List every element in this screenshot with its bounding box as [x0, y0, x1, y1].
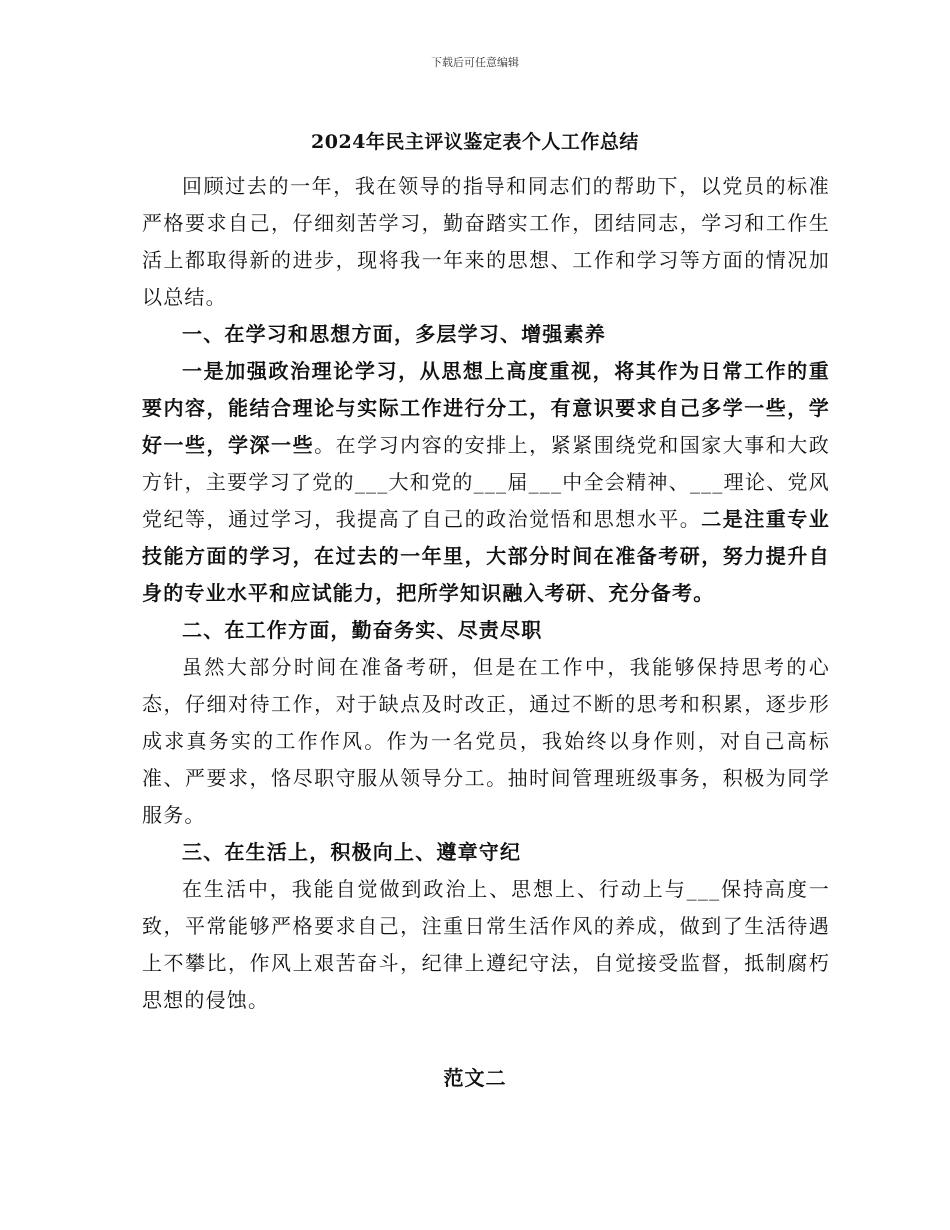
document-subtitle: 范文二	[443, 1066, 507, 1090]
section-1-paragraph	[142, 353, 830, 612]
section-2-paragraph: 虽然大部分时间在准备考研，但是在工作中，我能够保持思考的心态，仔细对待工作，对于缺点及时改正，通过不断的思考和积累，逐步形成求真务实的工作作风。作为一名党员，我始终以身作则，对自己高标准、严要求，恪尽职守服从领导分工。抽时间管理班级事务，积极为同学服务。	[142, 655, 830, 827]
section-1-normal-a: 。在学习内容的安排上，紧紧围绕党和国家大事和大政方针，主要学习了党的___大和党的___届___中全会精神、___理论、党风党纪等，通过学习，我提高了自己的政治觉悟和思想水平。	[142, 433, 830, 531]
section-1-bold-b: 二是注重专业技能方面的学习，在过去的一年里，大部分时间在准备考研，努力提升自身的专业水平和应试能力，把所学知识融入考研、充分备考。	[142, 507, 830, 605]
section-1-heading: 一、在学习和思想方面，多层学习、增强素养	[182, 322, 606, 346]
document-body	[142, 168, 830, 1019]
section-3-heading: 三、在生活上，积极向上、遵章守纪	[182, 840, 522, 864]
intro-paragraph: 回顾过去的一年，我在领导的指导和同志们的帮助下，以党员的标准严格要求自己，仔细刻苦学习，勤奋踏实工作，团结同志，学习和工作生活上都取得新的进步，现将我一年来的思想、工作和学习等方面的情况加以总结。	[142, 174, 830, 309]
section-2-heading: 二、在工作方面，勤奋务实、尽责尽职	[182, 618, 543, 642]
header-note: 下载后可任意编辑	[431, 56, 519, 69]
section-1-bold-a: 一是加强政治理论学习，从思想上高度重视，将其作为日常工作的重要内容，能结合理论与实际工作进行分工，有意识要求自己多学一些，学好一些，学深一些	[142, 359, 830, 457]
document-title: 2024年民主评议鉴定表个人工作总结	[311, 131, 639, 153]
section-3-paragraph: 在生活中，我能自觉做到政治上、思想上、行动上与___保持高度一致，平常能够严格要求自己，注重日常生活作风的养成，做到了生活待遇上不攀比，作风上艰苦奋斗，纪律上遵纪守法，自觉接受监督，抵制腐朽思想的侵蚀。	[142, 877, 830, 1012]
